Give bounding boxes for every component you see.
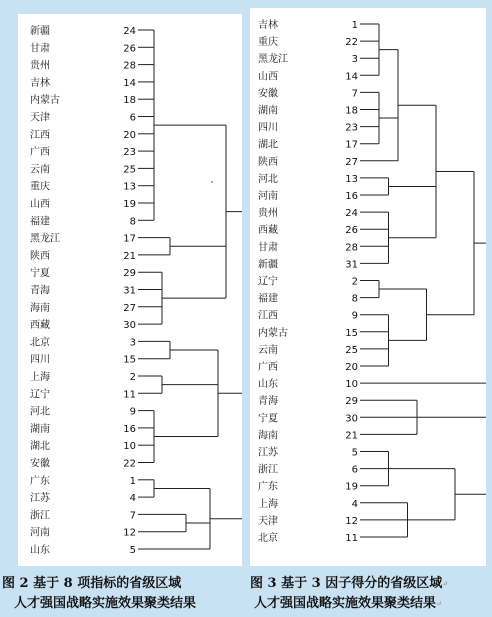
leaf-name: 天津	[30, 112, 50, 124]
leaf-name: 青海	[30, 285, 50, 297]
leaf-name: 江西	[30, 129, 50, 141]
leaf-number: 21	[345, 430, 358, 442]
leaf-name: 广东	[258, 481, 278, 493]
leaf-number: 27	[345, 156, 358, 168]
leaf-name: 海南	[258, 430, 278, 442]
figure-3-dendrogram	[250, 8, 486, 566]
leaf-name: 黑龙江	[30, 233, 60, 245]
leaf-name: 吉林	[30, 77, 50, 89]
leaf-name: 河南	[30, 527, 50, 539]
leaf-name: 湖南	[258, 105, 278, 117]
leaf-name: 福建	[30, 216, 50, 228]
figure-2-caption-line-1: 图 2 基于 8 项指标的省级区域	[2, 576, 182, 591]
leaf-name: 新疆	[30, 26, 50, 37]
leaf-name: 浙江	[258, 464, 278, 476]
leaf-number: 17	[345, 139, 358, 151]
leaf-number: 5	[351, 447, 358, 459]
leaf-number: 8	[351, 293, 358, 305]
leaf-name: 海南	[30, 302, 50, 314]
leaf-name: 陕西	[258, 156, 278, 168]
leaf-number: 23	[123, 147, 136, 159]
leaf-number: 15	[345, 327, 358, 339]
leaf-number: 18	[345, 105, 358, 117]
leaf-number: 10	[345, 379, 358, 391]
leaf-number: 11	[345, 533, 358, 544]
leaf-name: 贵州	[30, 60, 50, 72]
leaf-name: 广西	[30, 147, 50, 159]
leaf-number: 9	[129, 406, 136, 418]
leaf-number: 18	[123, 95, 136, 107]
leaf-number: 17	[123, 233, 136, 245]
leaf-number: 22	[123, 458, 136, 470]
leaf-number: 28	[123, 60, 136, 72]
leaf-number: 19	[345, 481, 358, 493]
figure-2-panel	[18, 14, 242, 566]
leaf-name: 辽宁	[258, 276, 278, 288]
leaf-name: 河北	[30, 406, 50, 418]
leaf-number: 14	[345, 71, 358, 83]
leaf-name: 湖南	[30, 423, 50, 435]
leaf-name: 西藏	[258, 225, 278, 237]
leaf-number: 12	[123, 527, 136, 539]
leaf-name: 山西	[30, 199, 50, 210]
leaf-name: 江苏	[258, 447, 278, 459]
leaf-number: 31	[123, 285, 136, 297]
figure-2-caption	[2, 574, 196, 614]
leaf-name: 河北	[258, 173, 278, 185]
leaf-number: 7	[351, 88, 358, 100]
leaf-number: 30	[123, 320, 136, 332]
leaf-number: 25	[123, 164, 136, 176]
leaf-number: 29	[345, 396, 358, 408]
leaf-number: 14	[123, 77, 136, 89]
figure-3-panel	[250, 8, 486, 566]
leaf-number: 31	[345, 259, 358, 271]
leaf-name: 湖北	[30, 441, 50, 453]
leaf-name: 宁夏	[30, 268, 50, 280]
leaf-name: 北京	[258, 533, 278, 544]
leaf-number: 3	[129, 337, 136, 349]
leaf-name: 云南	[258, 344, 278, 356]
leaf-number: 16	[123, 423, 136, 435]
leaf-name: 山东	[30, 545, 50, 556]
leaf-name: 上海	[30, 372, 50, 383]
branches	[360, 24, 486, 537]
figure-3-caption-line-1: 图 3 基于 3 因子得分的省级区域↵	[250, 576, 449, 591]
leaf-name: 甘肃	[258, 242, 278, 254]
leaf-name: 黑龙江	[258, 54, 288, 66]
leaf-number: 4	[129, 493, 136, 505]
leaf-number: 7	[129, 510, 136, 522]
leaf-name: 辽宁	[30, 389, 50, 401]
leaf-name: 甘肃	[30, 43, 50, 55]
leaf-name: 内蒙古	[258, 327, 288, 339]
leaf-number: 29	[123, 268, 136, 280]
labels	[30, 25, 136, 556]
leaf-number: 13	[345, 173, 358, 185]
leaf-number: 12	[345, 515, 358, 527]
leaf-name: 山西	[258, 71, 278, 83]
leaf-name: 内蒙古	[30, 95, 60, 107]
leaf-number: 26	[345, 225, 358, 237]
leaf-number: 27	[123, 302, 136, 314]
leaf-name: 天津	[258, 515, 278, 527]
leaf-name: 云南	[30, 164, 50, 176]
leaf-number: 2	[351, 276, 358, 288]
branches	[138, 30, 242, 549]
leaf-number: 1	[129, 475, 136, 487]
leaf-name: 安徽	[258, 88, 278, 100]
figure-3-caption	[250, 574, 448, 614]
leaf-name: 河南	[258, 191, 278, 202]
figure-3-caption-line-2: 人才强国战略实施效果聚类结果↵	[254, 596, 442, 611]
leaf-name: 吉林	[258, 20, 278, 31]
leaf-name: 重庆	[30, 181, 50, 193]
leaf-number: 26	[123, 43, 136, 55]
figure-2-dendrogram	[18, 14, 242, 566]
leaf-name: 福建	[258, 293, 278, 305]
leaf-name: 山东	[258, 379, 278, 391]
leaf-name: 陕西	[30, 250, 50, 262]
leaf-number: 6	[351, 464, 358, 476]
leaf-number: 1	[351, 20, 358, 31]
leaf-name: 贵州	[258, 208, 278, 220]
leaf-name: 江西	[258, 310, 278, 322]
leaf-number: 21	[123, 250, 136, 262]
leaf-name: 上海	[258, 498, 278, 510]
leaf-name: 江苏	[30, 493, 50, 505]
leaf-number: 30	[345, 413, 358, 425]
leaf-number: 23	[345, 122, 358, 134]
leaf-name: 西藏	[30, 320, 50, 332]
leaf-number: 25	[345, 344, 358, 356]
leaf-number: 15	[123, 354, 136, 366]
leaf-name: 北京	[30, 337, 50, 349]
leaf-number: 5	[129, 545, 136, 556]
leaf-number: 6	[129, 112, 136, 124]
leaf-name: 四川	[258, 122, 278, 134]
leaf-number: 3	[351, 54, 358, 66]
leaf-number: 19	[123, 199, 136, 210]
leaf-number: 20	[345, 362, 358, 373]
leaf-number: 13	[123, 181, 136, 193]
leaf-name: 宁夏	[258, 413, 278, 425]
leaf-number: 24	[123, 26, 136, 37]
figure-2-caption-line-2: 人才强国战略实施效果聚类结果	[14, 596, 197, 611]
stray-dot	[211, 181, 213, 183]
leaf-number: 11	[123, 389, 136, 401]
leaf-name: 四川	[30, 354, 50, 366]
leaf-number: 20	[123, 129, 136, 141]
leaf-name: 重庆	[258, 37, 278, 49]
leaf-number: 4	[351, 498, 358, 510]
leaf-number: 9	[351, 310, 358, 322]
leaf-number: 10	[123, 441, 136, 453]
leaf-name: 浙江	[30, 510, 50, 522]
leaf-number: 24	[345, 208, 358, 220]
leaf-name: 广东	[30, 475, 50, 487]
leaf-name: 青海	[258, 396, 278, 408]
leaf-name: 广西	[258, 362, 278, 373]
leaf-name: 新疆	[258, 259, 278, 271]
labels	[258, 18, 358, 544]
leaf-name: 湖北	[258, 139, 278, 151]
leaf-number: 22	[345, 37, 358, 49]
leaf-number: 28	[345, 242, 358, 254]
leaf-number: 2	[129, 372, 136, 383]
leaf-number: 8	[129, 216, 136, 228]
leaf-number: 16	[345, 191, 358, 202]
leaf-name: 安徽	[30, 458, 50, 470]
